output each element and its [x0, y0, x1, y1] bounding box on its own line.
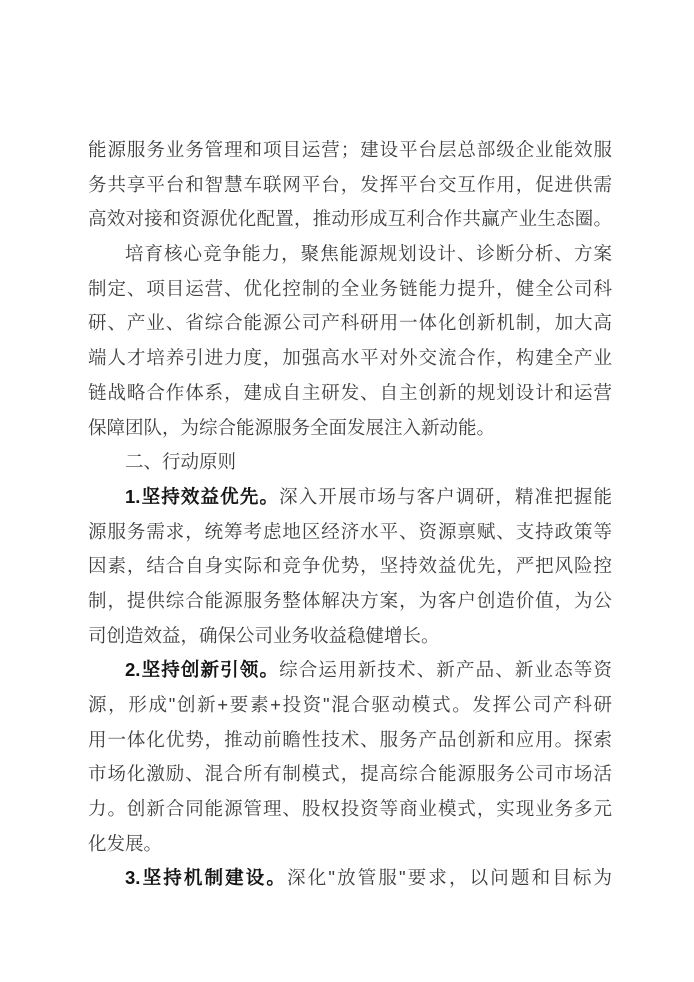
text-run: 深入开展市场与客户调研，精准把握能: [279, 485, 612, 507]
text-line: [88, 723, 612, 758]
text-line: [88, 411, 612, 446]
text-run: 二、行动原则: [125, 451, 237, 473]
text-line: [88, 549, 612, 584]
text-line: [88, 653, 612, 688]
text-run: 研、产业、省综合能源公司产科研用一体化创新机制，加大高: [88, 312, 612, 334]
text-line: [88, 306, 612, 341]
bold-lead-run: 2.坚持创新引领。: [125, 659, 280, 681]
text-line: [88, 827, 612, 862]
text-line: [88, 133, 612, 168]
text-run: 化发展。: [88, 832, 163, 854]
text-run: 源，形成"创新+要素+投资"混合驱动模式。发挥公司产科研: [88, 694, 612, 715]
text-run: 高效对接和资源优化配置，推动形成互利合作共赢产业生态圈。: [88, 208, 612, 230]
text-run: 深化"放管服"要求，以问题和目标为: [287, 867, 612, 889]
text-run: 链战略合作体系，建成自主研发、自主创新的规划设计和运营: [88, 381, 612, 403]
text-line: [88, 792, 612, 827]
text-run: 市场化激励、混合所有制模式，提高综合能源服务公司市场活: [88, 763, 612, 785]
text-run: 务共享平台和智慧车联网平台，发挥平台交互作用，促进供需: [88, 173, 612, 195]
text-line: [88, 237, 612, 272]
text-line: [88, 515, 612, 550]
text-line: [88, 202, 612, 237]
text-line: [88, 757, 612, 792]
text-line: [88, 861, 612, 896]
text-run: 用一体化优势，推动前瞻性技术、服务产品创新和应用。探索: [88, 728, 612, 750]
bold-lead-run: 3.坚持机制建设。: [125, 867, 288, 889]
text-run: 制，提供综合能源服务整体解决方案，为客户创造价值，为公: [88, 589, 612, 611]
text-line: [88, 619, 612, 654]
text-run: 综合运用新技术、新产品、新业态等资: [279, 659, 612, 681]
text-run: 培育核心竞争能力，聚焦能源规划设计、诊断分析、方案: [125, 243, 612, 265]
document-body: [88, 133, 612, 896]
text-run: 能源服务业务管理和项目运营；建设平台层总部级企业能效服: [88, 139, 612, 160]
text-line: [88, 272, 612, 307]
text-line: [88, 688, 612, 723]
text-run: 因素，结合自身实际和竞争优势，坚持效益优先，严把风险控: [88, 555, 612, 577]
text-line: [88, 376, 612, 411]
text-run: 保障团队，为综合能源服务全面发展注入新动能。: [88, 416, 496, 438]
text-line: [88, 341, 612, 376]
text-line: [88, 168, 612, 203]
text-line: [88, 445, 612, 480]
text-line: [88, 480, 612, 515]
text-line: [88, 584, 612, 619]
text-run: 端人才培养引进力度，加强高水平对外交流合作，构建全产业: [88, 347, 612, 369]
text-run: 司创造效益，确保公司业务收益稳健增长。: [88, 624, 440, 646]
text-run: 源服务需求，统筹考虑地区经济水平、资源禀赋、支持政策等: [88, 520, 612, 542]
bold-lead-run: 1.坚持效益优先。: [125, 485, 280, 507]
text-run: 制定、项目运营、优化控制的全业务链能力提升，健全公司科: [88, 277, 612, 299]
text-run: 力。创新合同能源管理、股权投资等商业模式，实现业务多元: [88, 798, 612, 820]
